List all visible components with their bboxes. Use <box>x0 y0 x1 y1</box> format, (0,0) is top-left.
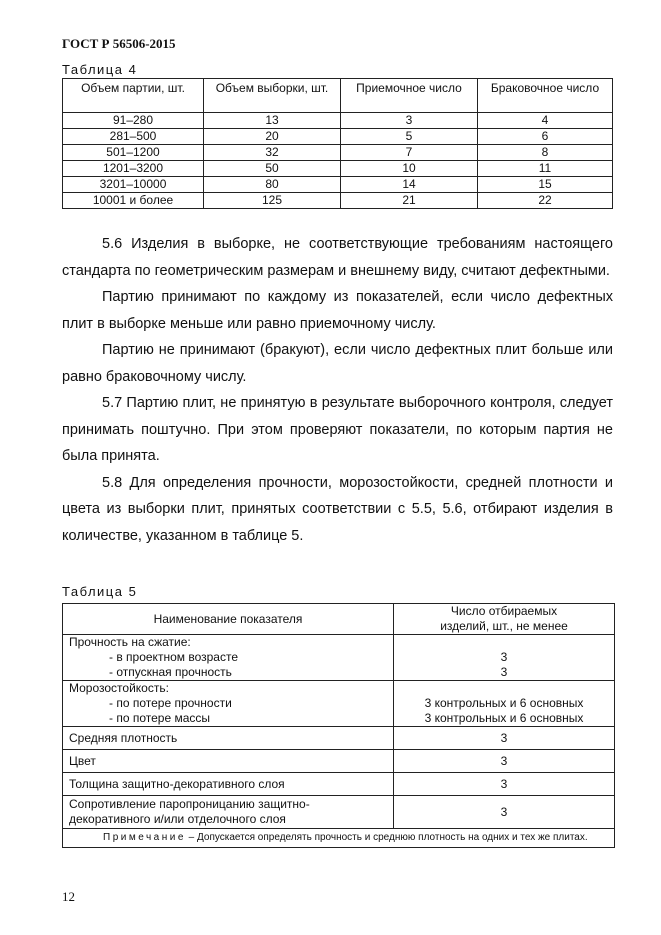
table-cell: 50 <box>204 161 341 177</box>
table-cell: 281–500 <box>63 129 204 145</box>
table-row <box>63 681 615 727</box>
table5-col-header: Наименование показателя <box>63 604 394 635</box>
table-cell: Толщина защитно-декоративного слоя <box>63 773 394 796</box>
table-cell <box>63 681 394 727</box>
table-row <box>63 796 615 829</box>
table-cell: 1201–3200 <box>63 161 204 177</box>
table-cell: 21 <box>341 193 478 209</box>
table-cell: 32 <box>204 145 341 161</box>
table-row <box>63 635 615 681</box>
table-cell: Сопротивление паропроницанию защитно-декоративного и/или отделочного слоя <box>63 796 394 829</box>
table-cell: 3 <box>341 113 478 129</box>
table-row <box>63 773 615 796</box>
page-number: 12 <box>62 889 75 904</box>
table-row <box>63 750 615 773</box>
table-cell: Средняя плотность <box>63 727 394 750</box>
note-text: – Допускается определять прочность и среднюю плотность на одних и тех же плитах. <box>188 832 588 843</box>
table-cell: 10001 и более <box>63 193 204 209</box>
table-cell: 15 <box>478 177 613 193</box>
table-cell: 7 <box>341 145 478 161</box>
row-value: 3 контрольных и 6 основных <box>424 696 584 710</box>
table-cell: 3 <box>394 750 615 773</box>
table-row <box>63 177 613 193</box>
table-cell: 20 <box>204 129 341 145</box>
table-cell: 14 <box>341 177 478 193</box>
paragraph-5-8: 5.8 Для определения прочности, морозостойкости, средней плотности и цвета из выборки плит, принятых соответствии с 5.5, 5.6, отбирают изделия в количестве, указанном в таблице 5. <box>62 474 613 544</box>
table-cell: 8 <box>478 145 613 161</box>
table-row <box>63 727 615 750</box>
paragraph-5-6: 5.6 Изделия в выборке, не соответствующие требованиям настоящего стандарта по геометрическим размерам и внешнему виду, считают дефектными. <box>62 236 613 279</box>
row-subitem: - отпускная прочность <box>109 665 232 679</box>
table-row <box>63 161 613 177</box>
table-cell: 3 <box>394 727 615 750</box>
row-subitem: - по потере прочности <box>109 696 232 710</box>
table4-col-header: Объем выборки, шт. <box>204 79 341 113</box>
paragraph-reject: Партию не принимают (бракуют), если число дефектных плит больше или равно браковочному числу. <box>62 342 613 385</box>
table5 <box>62 603 615 848</box>
note-label: Примечание <box>103 832 186 843</box>
table-note-row <box>63 829 615 848</box>
table-cell: 5 <box>341 129 478 145</box>
table-cell: 80 <box>204 177 341 193</box>
table5-header-row <box>63 604 615 635</box>
table-cell: 125 <box>204 193 341 209</box>
table-cell: 6 <box>478 129 613 145</box>
table-cell: 3 <box>394 796 615 829</box>
table4-col-header: Приемочное число <box>341 79 478 113</box>
table-row <box>63 193 613 209</box>
row-value: 3 <box>500 650 508 664</box>
paragraph-accept: Партию принимают по каждому из показателей, если число дефектных плит в выборке меньше или равно приемочному числу. <box>62 289 613 332</box>
table4-col-header: Браковочное число <box>478 79 613 113</box>
table-row <box>63 145 613 161</box>
document-header: ГОСТ Р 56506-2015 <box>62 36 176 51</box>
body-text <box>62 231 613 549</box>
table5-caption: Таблица 5 <box>62 584 138 599</box>
table-cell: 11 <box>478 161 613 177</box>
table-cell: 91–280 <box>63 113 204 129</box>
table4-header-row <box>63 79 613 113</box>
row-title: Прочность на сжатие: <box>69 635 191 649</box>
table-note <box>63 829 615 848</box>
table-cell: 3 <box>394 773 615 796</box>
table4 <box>62 78 613 209</box>
table5-col-header: Число отбираемых изделий, шт., не менее <box>394 604 615 635</box>
row-subitem: - по потере массы <box>109 711 211 725</box>
row-subitem: - в проектном возрасте <box>109 650 238 664</box>
table-cell: 501–1200 <box>63 145 204 161</box>
table-cell: 4 <box>478 113 613 129</box>
table-cell <box>63 635 394 681</box>
table-cell: Цвет <box>63 750 394 773</box>
table-cell <box>394 681 615 727</box>
table-cell: 10 <box>341 161 478 177</box>
table4-col-header: Объем партии, шт. <box>63 79 204 113</box>
table-cell: 13 <box>204 113 341 129</box>
table-row <box>63 129 613 145</box>
paragraph-5-7: 5.7 Партию плит, не принятую в результате выборочного контроля, следует принимать поштучно. При этом проверяют показатели, по которым партия не была принята. <box>62 395 613 464</box>
table4-caption: Таблица 4 <box>62 62 138 77</box>
table-cell: 22 <box>478 193 613 209</box>
table-cell <box>394 635 615 681</box>
row-value: 3 контрольных и 6 основных <box>424 711 584 725</box>
row-value: 3 <box>500 665 508 679</box>
table-row <box>63 113 613 129</box>
row-title: Морозостойкость: <box>69 681 169 695</box>
table-cell: 3201–10000 <box>63 177 204 193</box>
